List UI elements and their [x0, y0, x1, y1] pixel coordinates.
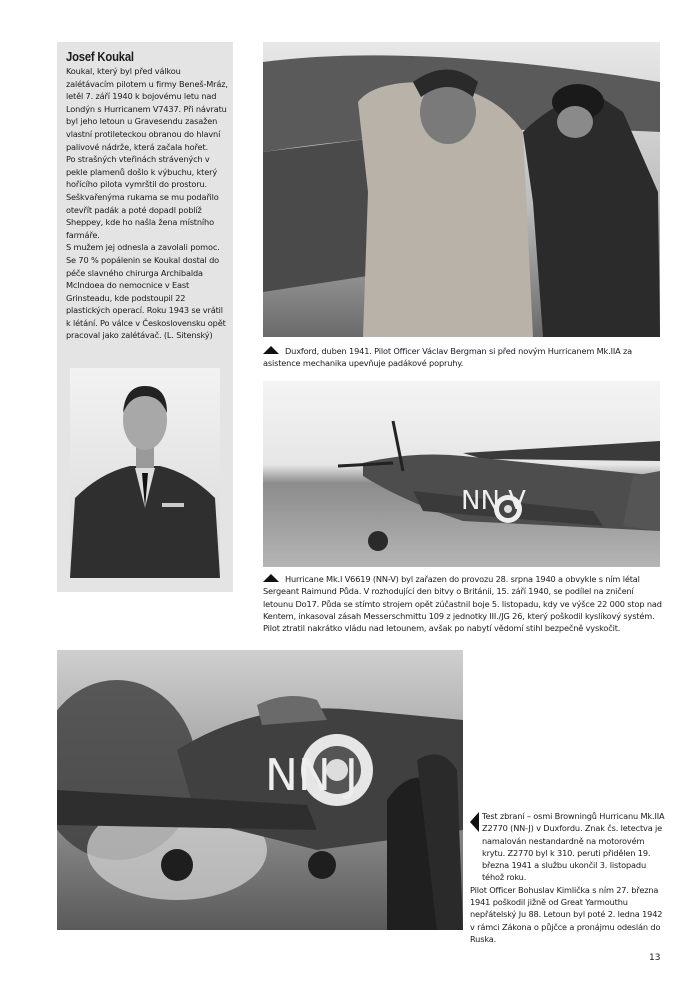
sidebar-paragraph: Po strašných vteřinách strávených v pekle plamenů došlo k výbuchu, který hořícího pilota vymrštil do prostoru. Seškvařenýma rukama se mu podařilo otevřít padák a poté dopadl poblíž Sheppey, kde ho našla žena místního farmáře.	[66, 154, 219, 240]
sidebar-text	[66, 65, 228, 342]
triangle-left-icon	[470, 812, 479, 832]
triangle-up-icon	[263, 346, 279, 354]
sidebar-paragraph: S mužem jej odnesla a zavolali pomoc. Se 70 % popálenin se Koukal dostal do péče slavného chirurga Archibalda McIndoea do nemocnice v East Grinsteadu, kde podstoupil 22 plastických operací. Roku 1943 se vrátil k létání. Po válce v Československu opět pracoval jako zalétávač. (L. Sitenský)	[66, 242, 226, 341]
aircraft-code-marking: NN V	[461, 486, 526, 516]
triangle-up-icon	[263, 574, 279, 582]
caption-photo2	[263, 573, 663, 634]
sidebar-paragraph: Koukal, který byl před válkou zalétávacím pilotem u firmy Beneš-Mráz, letěl 7. září 1940 k bojovému letu nad Londýn s Hurricanem V7437. Při návratu byl jeho letoun u Gravesendu zasažen vlastní protileteckou obranou do hlavní palivové nádrže, která začala hořet.	[66, 66, 228, 152]
photo-bergman-parachute	[263, 42, 660, 337]
photo-hurricane-v6619	[263, 381, 660, 567]
portrait-photo	[70, 368, 220, 578]
caption-text: Test zbraní – osmi Browningů Hurricanu Mk.IIA Z2770 (NN-J) v Duxfordu. Znak čs. letectva je namalován nestandardně na motorovém krytu. Z2770 byl k 310. peruti přidělen 19. března 1941 a službu ukončil 3. listopadu téhož roku.	[482, 811, 665, 883]
caption-text: Pilot Officer Bohuslav Kimlička s ním 27. března 1941 poškodil jižně od Great Yarmouthu nepřátelský Ju 88. Letoun byl poté 2. ledna 1942 v rámci Zákona o půjčce a pronájmu odeslán do Ruska.	[470, 884, 663, 944]
sidebar-title: Josef Koukal	[66, 50, 134, 64]
pilot-biography-sidebar	[57, 42, 233, 592]
caption-text: Duxford, duben 1941. Pilot Officer Václav Bergman si před novým Hurricanem Mk.IIA za asistence mechanika upevňuje padákové popruhy.	[263, 346, 633, 369]
caption-text: Hurricane Mk.I V6619 (NN-V) byl zařazen do provozu 28. srpna 1940 a obvykle s ním létal Sergeant Raimund Půda. V rozhodující den bitvy o Británii, 15. září 1940, se podílel na zničení letounu Do17. Půda se stímto strojem opět zúčastnil boje 5. listopadu, kdy ve výšce 22 000 stop nad Kentem, inkasoval zásah Messerschmittu 109 z jednotky III./JG 26, který poškodil kyslíkový systém. Pilot ztratil nakrátko vládu nad letounem, avšak po nabytí vědomí stihl bezpečně vyskočit.	[263, 574, 662, 634]
caption-photo1	[263, 345, 663, 370]
aircraft-code-marking: NN J	[265, 750, 358, 801]
photo-hurricane-z2770-gun-test	[57, 650, 463, 930]
caption-photo3	[470, 810, 666, 945]
page-number: 13	[649, 953, 661, 963]
